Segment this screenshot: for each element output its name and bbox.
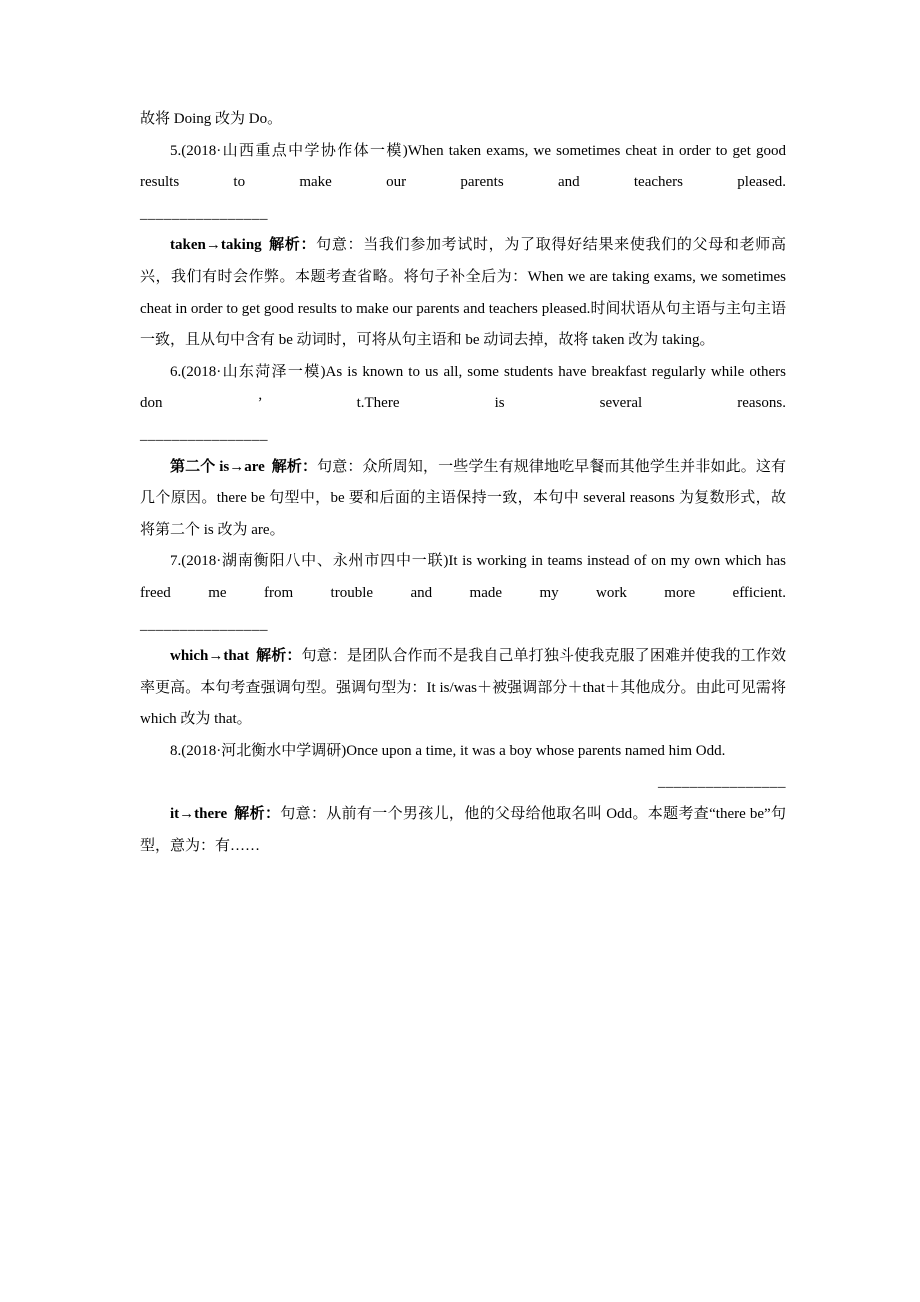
answer-prefix-6: 第二个 <box>170 458 220 475</box>
answer-blank-8: ________________ <box>658 774 786 791</box>
question-text-5: 5.(2018·山西重点中学协作体一模)When taken exams, we sometimes cheat in order to get good results to make our parents and teachers pleased. <box>140 142 786 191</box>
answer-key-6: is→are <box>219 458 265 475</box>
lead-line: 故将 Doing 改为 Do。 <box>140 111 283 127</box>
question-text-6: 6.(2018·山东菏泽一模)As is known to us all, some students have breakfast regularly while others don ’ t.There is several reasons. <box>140 363 786 412</box>
question-item-5 <box>140 136 786 357</box>
answer-key-8: it→there <box>170 806 228 823</box>
question-item-6 <box>140 357 786 547</box>
question-text-8: 8.(2018·河北衡水中学调研)Once upon a time, it was a boy whose parents named him Odd. <box>170 742 726 759</box>
answer-paragraph-6 <box>140 452 786 547</box>
answer-paragraph-8 <box>140 799 786 862</box>
analysis-text-8: 句意：从前有一个男孩儿，他的父母给他取名叫 Odd。本题考查“there be”句型，意为：有…… <box>140 806 786 854</box>
answer-blank-5: ________________ <box>140 205 268 222</box>
answer-key-7: which→that <box>170 648 250 665</box>
answer-paragraph-5 <box>140 230 786 356</box>
answer-blank-7: ________________ <box>140 616 268 633</box>
analysis-label-6: 解析： <box>271 458 318 475</box>
question-item-8 <box>140 736 786 862</box>
analysis-label-7: 解析： <box>255 648 302 665</box>
analysis-label-8: 解析： <box>233 806 281 823</box>
answer-key-5: taken→taking <box>170 237 262 254</box>
question-item-7 <box>140 546 786 736</box>
answer-paragraph-7 <box>140 641 786 736</box>
analysis-text-7: 句意：是团队合作而不是我自己单打独斗使我克服了困难并使我的工作效率更高。本句考查强调句型。强调句型为：It is/was＋被强调部分＋that＋其他成分。由此可见需将 which 改为 that。 <box>140 648 786 728</box>
question-text-7: 7.(2018·湖南衡阳八中、永州市四中一联)It is working in teams instead of on my own which has freed me from trouble and made my work more efficient. <box>140 553 786 601</box>
analysis-label-5: 解析： <box>268 237 317 254</box>
answer-blank-6: ________________ <box>140 426 268 443</box>
analysis-text-6: 句意：众所周知，一些学生有规律地吃早餐而其他学生并非如此。这有几个原因。there be 句型中，be 要和后面的主语保持一致，本句中 several reasons 为复数形式，故将第二个 is 改为 are。 <box>140 458 786 538</box>
analysis-text-5: 句意：当我们参加考试时，为了取得好结果来使我们的父母和老师高兴，我们有时会作弊。本题考查省略。将句子补全后为：When we are taking exams, we sometimes cheat in order to get good results to make our parents and teachers pleased.时间状语从句主语与主句主语一致，且从句中含有 be 动词时，可将从句主语和 be 动词去掉，故将 taken 改为 taking。 <box>140 237 786 349</box>
